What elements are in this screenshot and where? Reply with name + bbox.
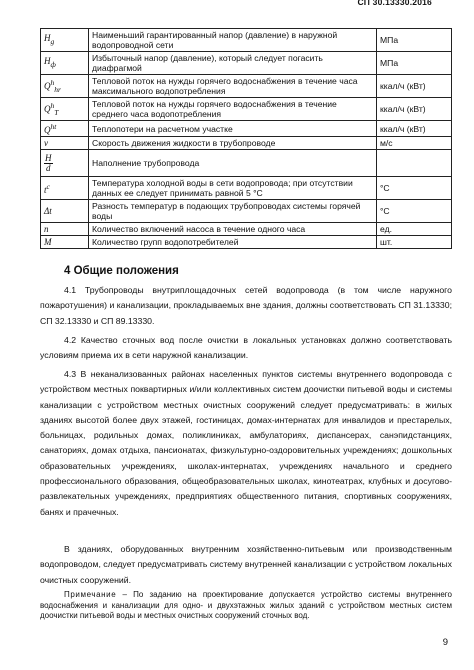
symbol-cell: $Q^{ht}$ xyxy=(41,121,89,137)
unit-cell: м/с xyxy=(377,137,452,150)
description-cell: Температура холодной воды в сети водопровода; при отсутствии данных ее следует принимать равной 5 °С xyxy=(89,177,377,200)
table-row xyxy=(41,236,452,249)
paragraph-text: В зданиях, оборудованных внутренним хозяйственно-питьевым или производственным водопроводом, следует предусматривать систему внутренней канализации с устройством локальных очистных сооружений. xyxy=(40,544,452,585)
description-cell: Наименьший гарантированный напор (давление) в наружной водопроводной сети xyxy=(89,29,377,52)
unit-cell: °С xyxy=(377,200,452,223)
table-row xyxy=(41,52,452,75)
description-cell: Количество групп водопотребителей xyxy=(89,236,377,249)
table-row xyxy=(41,200,452,223)
note xyxy=(40,590,452,622)
table-row xyxy=(41,137,452,150)
symbol-cell: Δt xyxy=(41,200,89,223)
paragraph-4-3-continued xyxy=(40,542,452,588)
paragraph-4-2 xyxy=(40,333,452,364)
paragraph-text: 4.3 В неканализованных районах населенных пунктов системы внутреннего водопровода с устройством местных поквартирных и/или коллективных систем доочистки питьевой воды и системы канализации с устройством местных очистных сооружений следует предусматривать: в жилых зданиях высотой более двух этажей, гостиницах, домах-интернатах для инвалидов и престарелых, больницах, родильных домах, поликлиниках, амбулаториях, диспансерах, санэпидстанциях, санаториях, домах отдыха, пансионатах, физкультурно-оздоровительных учреждениях; дошкольных образовательных учреждениях, школах-интернатах, учреждениях начального и среднего профессионального образования, общеобразовательных школах, кинотеатрах, клубных и досугово-развлекательных учреждениях, предприятиях общественного питания, спортивных сооружениях, банях и прачечных. xyxy=(40,369,452,517)
symbol-cell: $Q^h_T$ xyxy=(41,98,89,121)
description-cell: Избыточный напор (давление), который следует погасить диафрагмой xyxy=(89,52,377,75)
table-row xyxy=(41,223,452,236)
symbol-cell: $H_g$ xyxy=(41,29,89,52)
unit-cell: °С xyxy=(377,177,452,200)
paragraph-text: 4.2 Качество сточных вод после очистки в локальных установках должно соответствовать условиям приема их в сети наружной канализации. xyxy=(40,335,452,361)
description-cell: Теплопотери на расчетном участке xyxy=(89,121,377,137)
symbol-cell: n xyxy=(41,223,89,236)
unit-cell: МПа xyxy=(377,52,452,75)
symbol-cell xyxy=(41,150,89,177)
description-cell: Тепловой поток на нужды горячего водоснабжения в течение среднего часа водопотребления xyxy=(89,98,377,121)
table-row xyxy=(41,75,452,98)
symbol-cell: $t^c$ xyxy=(41,177,89,200)
symbol-cell: $Q^h_{hr}$ xyxy=(41,75,89,98)
unit-cell: ккал/ч (кВт) xyxy=(377,121,452,137)
page-number: 9 xyxy=(442,637,448,648)
symbol-cell: $H_ф$ xyxy=(41,52,89,75)
symbol-cell: M xyxy=(41,236,89,249)
description-cell: Наполнение трубопровода xyxy=(89,150,377,177)
fraction-symbol: $\frac{H}{d}$ xyxy=(45,152,52,173)
section-heading: 4 Общие положения xyxy=(64,265,179,277)
document-code: СП 30.13330.2016 xyxy=(357,0,432,7)
symbols-table xyxy=(40,28,452,249)
description-cell: Разность температур в подающих трубопроводах системы горячей воды xyxy=(89,200,377,223)
table-row xyxy=(41,29,452,52)
table-row xyxy=(41,150,452,177)
unit-cell: шт. xyxy=(377,236,452,249)
note-label: Примечание xyxy=(64,590,117,599)
description-cell: Количество включений насоса в течение одного часа xyxy=(89,223,377,236)
paragraph-4-1 xyxy=(40,283,452,329)
unit-cell: ккал/ч (кВт) xyxy=(377,98,452,121)
table-row xyxy=(41,121,452,137)
unit-cell: ккал/ч (кВт) xyxy=(377,75,452,98)
note-text: – По заданию на проектирование допускается устройство системы внутреннего водоснабжения и канализации для одно- и двухэтажных жилых зданий с устройством местных систем доочистки питьевой воды и местных очистных сооружений сточных вод. xyxy=(40,590,452,620)
table-row xyxy=(41,177,452,200)
unit-cell xyxy=(377,150,452,177)
unit-cell: ед. xyxy=(377,223,452,236)
symbol-cell: v xyxy=(41,137,89,150)
paragraph-text: 4.1 Трубопроводы внутриплощадочных сетей водопровода (в том числе наружного пожаротушения) и канализации, прокладываемых вне здания, должны соответствовать СП 31.13330; СП 32.13330 и СП 89.13330. xyxy=(40,285,452,326)
paragraph-4-3 xyxy=(40,367,452,520)
description-cell: Скорость движения жидкости в трубопроводе xyxy=(89,137,377,150)
description-cell: Тепловой поток на нужды горячего водоснабжения в течение часа максимального водопотребления xyxy=(89,75,377,98)
unit-cell: МПа xyxy=(377,29,452,52)
table-row xyxy=(41,98,452,121)
